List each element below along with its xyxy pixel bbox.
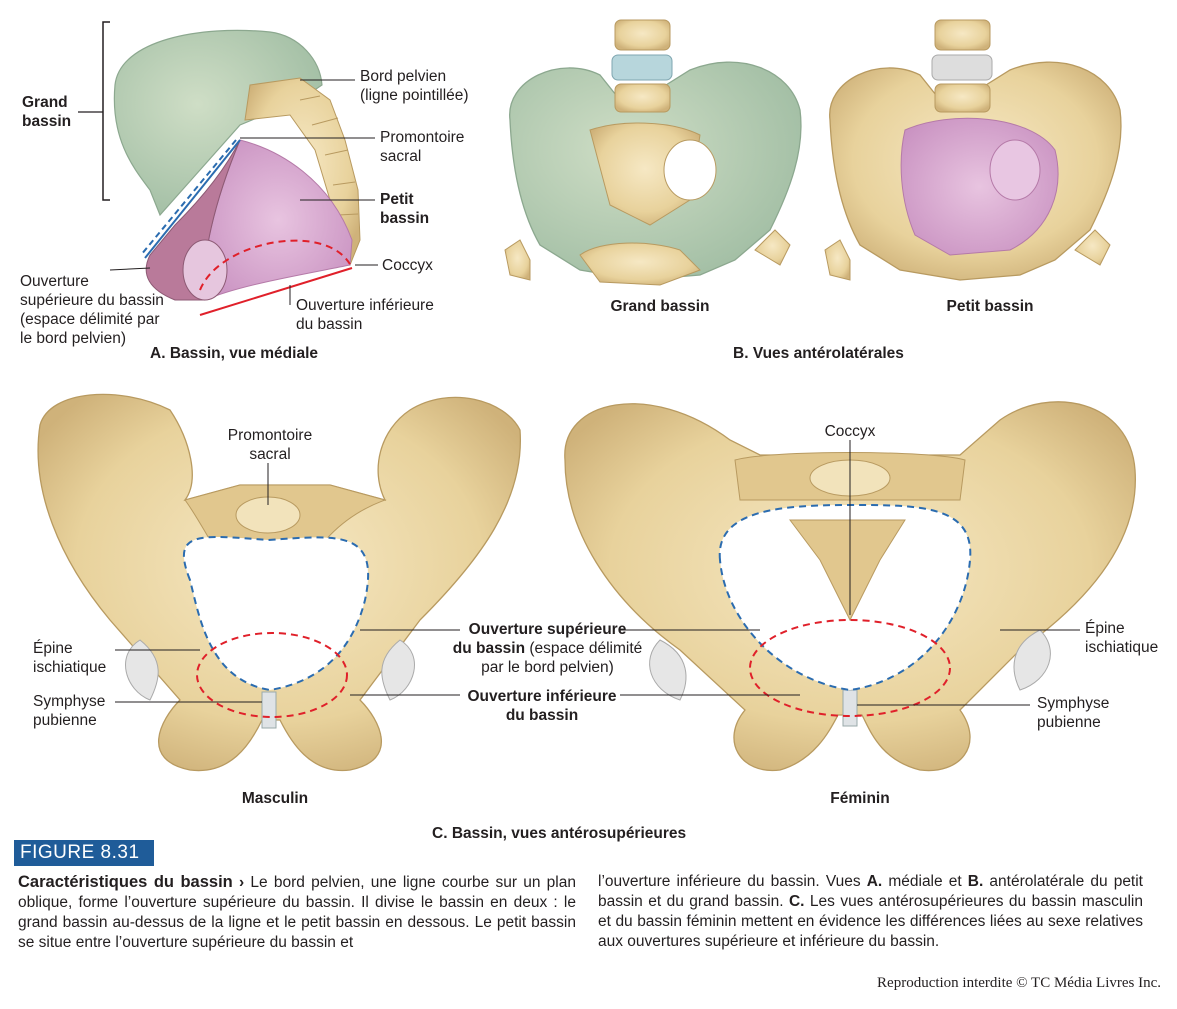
label-coccyx-c: Coccyx: [824, 423, 876, 440]
caption-text-1: Le bord pelvien, une ligne courbe sur un plan oblique, forme l’ouverture supérieure du bassin. Il divise le bassin en deux : le grand bassin au-dessus de la ligne et le petit bassin en dessous. Le petit bassin se situe entre l’ouverture supérieure du bassin et: [18, 874, 576, 951]
label-grand-bassin-a: Grand bassin: [22, 94, 72, 130]
label-petit-bassin-b: Petit bassin: [946, 298, 1034, 315]
label-ouverture-inferieure-c: Ouverture inférieure du bassin: [467, 688, 617, 724]
label-coccyx-a: Coccyx: [382, 257, 433, 274]
label-promontoire-a: Promontoire sacral: [380, 129, 465, 165]
label-ouverture-superieure-a: Ouverture supérieure du bassin (espace délimité par le bord pelvien): [20, 273, 164, 347]
label-symphyse-right: Symphyse pubienne: [1037, 695, 1110, 731]
figure-title: Caractéristiques du bassin: [18, 873, 233, 891]
panel-b-grand-illustration: [505, 20, 801, 285]
title-arrow: ›: [238, 874, 245, 891]
caption-column-1: [18, 872, 576, 953]
label-symphyse-left: Symphyse pubienne: [33, 693, 106, 729]
caption-panel-c: C. Bassin, vues antérosupérieures: [432, 825, 687, 842]
label-ouverture-inferieure-a: Ouverture inférieure du bassin: [296, 297, 434, 333]
label-petit-bassin-a: Petit bassin: [380, 191, 430, 227]
label-grand-bassin-b: Grand bassin: [610, 298, 710, 315]
caption-panel-a: A. Bassin, vue médiale: [150, 345, 318, 362]
caption-column-2: l’ouverture inférieure du bassin. Vues A. médiale et B. antérolatérale du petit bassin et du grand bassin. C. Les vues antérosupérieures du bassin masculin et du bassin féminin mettent en évidence les différences liées au sexe relatives aux ouvertures supérieure et inférieure du bassin.: [598, 873, 1143, 950]
label-bord-pelvien: Bord pelvien (ligne pointillée): [360, 68, 469, 104]
panel-b-petit-illustration: [825, 20, 1121, 280]
caption-panel-b: B. Vues antérolatérales: [733, 345, 904, 362]
label-feminin: Féminin: [830, 790, 890, 807]
label-epine-left: Épine ischiatique: [33, 640, 107, 676]
label-masculin: Masculin: [241, 790, 309, 807]
copyright-notice: Reproduction interdite © TC Média Livres Inc.: [877, 975, 1161, 991]
label-epine-right: Épine ischiatique: [1085, 620, 1159, 656]
figure-number-badge: FIGURE 8.31: [14, 840, 154, 866]
label-ouverture-superieure-c: Ouverture supérieure du bassin (espace délimité par le bord pelvien): [452, 621, 643, 676]
label-promontoire-c: Promontoire sacral: [227, 427, 313, 463]
